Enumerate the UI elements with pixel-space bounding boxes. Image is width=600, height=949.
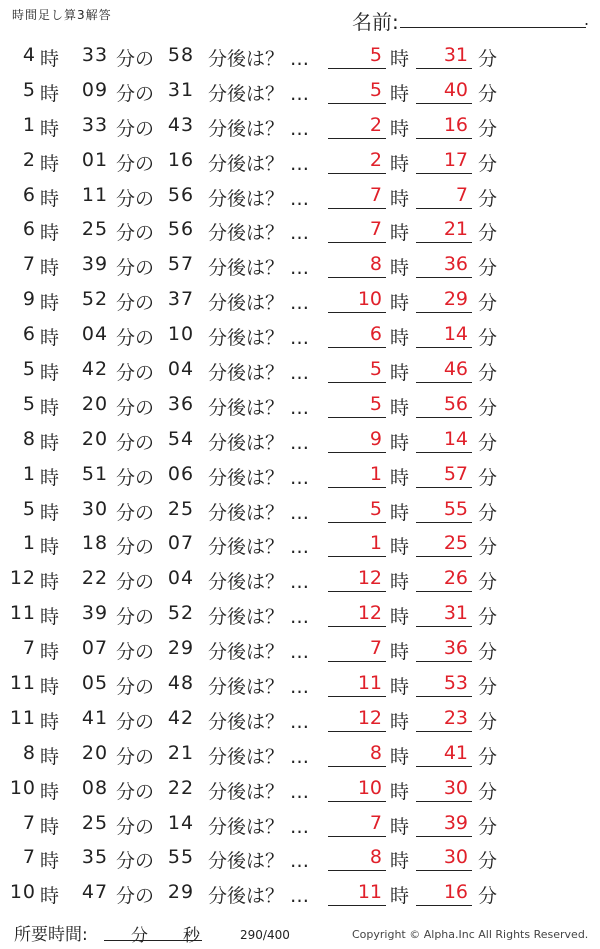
start-hour: 7 bbox=[22, 811, 36, 834]
hour-label: 時 bbox=[40, 710, 60, 733]
answer-hour: 2 bbox=[328, 149, 386, 174]
problem-row bbox=[0, 807, 600, 842]
question-label: 分後は？ … bbox=[208, 257, 310, 280]
answer-minute: 17 bbox=[416, 149, 472, 174]
problem-row bbox=[0, 353, 600, 388]
question-label: 分後は？ … bbox=[208, 396, 310, 419]
start-minute: 33 bbox=[81, 113, 109, 136]
problem-row bbox=[0, 876, 600, 911]
answer-minute: 16 bbox=[416, 881, 472, 906]
minute-label: 分 bbox=[478, 48, 498, 70]
hour-label: 時 bbox=[390, 187, 410, 210]
hour-label: 時 bbox=[390, 676, 410, 699]
answer-minute: 56 bbox=[416, 393, 472, 418]
start-minute: 22 bbox=[81, 567, 109, 590]
added-minutes: 56 bbox=[167, 218, 195, 241]
minute-label: 分 bbox=[478, 606, 498, 629]
added-minutes: 07 bbox=[167, 532, 195, 555]
question-label: 分後は？ … bbox=[208, 815, 310, 838]
answer-hour: 8 bbox=[328, 846, 386, 871]
start-hour: 7 bbox=[22, 846, 36, 869]
question-label: 分後は？ … bbox=[208, 606, 310, 629]
start-minute: 08 bbox=[81, 776, 109, 799]
added-minutes: 21 bbox=[167, 741, 195, 764]
answer-minute: 36 bbox=[416, 253, 472, 278]
hour-label: 時 bbox=[390, 501, 410, 524]
problem-row bbox=[0, 667, 600, 702]
answer-minute: 14 bbox=[416, 428, 472, 453]
hour-label: 時 bbox=[390, 117, 410, 140]
hour-label: 時 bbox=[390, 710, 410, 733]
start-hour: 6 bbox=[22, 183, 36, 206]
answer-hour: 5 bbox=[328, 79, 386, 104]
hour-label: 時 bbox=[40, 292, 60, 315]
minute-label: 分 bbox=[478, 815, 498, 838]
answer-hour: 10 bbox=[328, 777, 386, 802]
minute-of-label: 分の bbox=[116, 82, 155, 105]
hour-label: 時 bbox=[40, 571, 60, 594]
question-label: 分後は？ … bbox=[208, 571, 310, 594]
hour-label: 時 bbox=[390, 641, 410, 664]
hour-label: 時 bbox=[40, 48, 60, 70]
added-minutes: 36 bbox=[167, 392, 195, 415]
start-minute: 47 bbox=[81, 881, 109, 904]
hour-label: 時 bbox=[40, 117, 60, 140]
start-hour: 7 bbox=[22, 637, 36, 660]
start-hour: 5 bbox=[22, 358, 36, 381]
added-minutes: 57 bbox=[167, 253, 195, 276]
answer-hour: 7 bbox=[328, 184, 386, 209]
start-hour: 9 bbox=[22, 288, 36, 311]
answer-hour: 5 bbox=[328, 358, 386, 383]
added-minutes: 48 bbox=[167, 672, 195, 695]
minute-of-label: 分の bbox=[116, 745, 155, 768]
start-minute: 42 bbox=[81, 358, 109, 381]
minute-label: 分 bbox=[478, 257, 498, 280]
minute-of-label: 分の bbox=[116, 396, 155, 419]
question-label: 分後は？ … bbox=[208, 885, 310, 908]
start-hour: 2 bbox=[22, 148, 36, 171]
hour-label: 時 bbox=[390, 257, 410, 280]
answer-hour: 5 bbox=[328, 393, 386, 418]
minute-of-label: 分の bbox=[116, 850, 155, 873]
problem-row bbox=[0, 248, 600, 283]
question-label: 分後は？ … bbox=[208, 850, 310, 873]
minute-label: 分 bbox=[478, 850, 498, 873]
start-hour: 6 bbox=[22, 323, 36, 346]
question-label: 分後は？ … bbox=[208, 48, 310, 70]
problem-row bbox=[0, 144, 600, 179]
problem-row bbox=[0, 841, 600, 876]
minute-of-label: 分の bbox=[116, 327, 155, 350]
problem-row bbox=[0, 772, 600, 807]
added-minutes: 55 bbox=[167, 846, 195, 869]
problem-row bbox=[0, 737, 600, 772]
hour-label: 時 bbox=[390, 536, 410, 559]
problem-row bbox=[0, 388, 600, 423]
minute-label: 分 bbox=[478, 501, 498, 524]
start-hour: 6 bbox=[22, 218, 36, 241]
answer-hour: 11 bbox=[328, 672, 386, 697]
problem-row bbox=[0, 702, 600, 737]
answer-hour: 5 bbox=[328, 498, 386, 523]
answer-hour: 9 bbox=[328, 428, 386, 453]
hour-label: 時 bbox=[390, 571, 410, 594]
answer-hour: 1 bbox=[328, 532, 386, 557]
start-hour: 5 bbox=[22, 78, 36, 101]
start-minute: 09 bbox=[81, 78, 109, 101]
hour-label: 時 bbox=[40, 257, 60, 280]
added-minutes: 52 bbox=[167, 602, 195, 625]
question-label: 分後は？ … bbox=[208, 466, 310, 489]
start-hour: 11 bbox=[9, 672, 36, 695]
hour-label: 時 bbox=[40, 885, 60, 908]
hour-label: 時 bbox=[390, 606, 410, 629]
added-minutes: 56 bbox=[167, 183, 195, 206]
minute-of-label: 分の bbox=[116, 780, 155, 803]
name-label: 名前: bbox=[352, 10, 399, 34]
question-label: 分後は？ … bbox=[208, 676, 310, 699]
added-minutes: 25 bbox=[167, 497, 195, 520]
hour-label: 時 bbox=[390, 780, 410, 803]
answer-minute: 26 bbox=[416, 567, 472, 592]
hour-label: 時 bbox=[40, 676, 60, 699]
hour-label: 時 bbox=[40, 606, 60, 629]
hour-label: 時 bbox=[40, 850, 60, 873]
start-hour: 1 bbox=[22, 462, 36, 485]
answer-minute: 40 bbox=[416, 79, 472, 104]
answer-minute: 53 bbox=[416, 672, 472, 697]
start-minute: 18 bbox=[81, 532, 109, 555]
question-label: 分後は？ … bbox=[208, 187, 310, 210]
minute-of-label: 分の bbox=[116, 676, 155, 699]
question-label: 分後は？ … bbox=[208, 362, 310, 385]
minute-of-label: 分の bbox=[116, 222, 155, 245]
hour-label: 時 bbox=[390, 745, 410, 768]
problem-row bbox=[0, 318, 600, 353]
added-minutes: 10 bbox=[167, 323, 195, 346]
start-hour: 11 bbox=[9, 602, 36, 625]
hour-label: 時 bbox=[390, 815, 410, 838]
start-hour: 4 bbox=[22, 44, 36, 66]
minute-label: 分 bbox=[478, 780, 498, 803]
added-minutes: 31 bbox=[167, 78, 195, 101]
answer-hour: 5 bbox=[328, 44, 386, 69]
minute-of-label: 分の bbox=[116, 117, 155, 140]
minute-label: 分 bbox=[478, 362, 498, 385]
hour-label: 時 bbox=[40, 431, 60, 454]
added-minutes: 54 bbox=[167, 427, 195, 450]
question-label: 分後は？ … bbox=[208, 292, 310, 315]
answer-hour: 12 bbox=[328, 707, 386, 732]
answer-hour: 8 bbox=[328, 742, 386, 767]
hour-label: 時 bbox=[40, 780, 60, 803]
start-hour: 1 bbox=[22, 113, 36, 136]
added-minutes: 29 bbox=[167, 881, 195, 904]
added-minutes: 29 bbox=[167, 637, 195, 660]
start-minute: 39 bbox=[81, 253, 109, 276]
start-minute: 30 bbox=[81, 497, 109, 520]
minute-of-label: 分の bbox=[116, 187, 155, 210]
copyright-notice: Copyright © Alpha.Inc All Rights Reserved. bbox=[352, 928, 589, 941]
hour-label: 時 bbox=[40, 82, 60, 105]
added-minutes: 58 bbox=[167, 44, 195, 66]
minute-label: 分 bbox=[478, 187, 498, 210]
minute-label: 分 bbox=[478, 710, 498, 733]
problem-row bbox=[0, 458, 600, 493]
start-minute: 07 bbox=[81, 637, 109, 660]
minute-of-label: 分の bbox=[116, 606, 155, 629]
hour-label: 時 bbox=[390, 466, 410, 489]
minute-label: 分 bbox=[478, 536, 498, 559]
answer-minute: 57 bbox=[416, 463, 472, 488]
start-minute: 39 bbox=[81, 602, 109, 625]
minute-label: 分 bbox=[478, 466, 498, 489]
start-minute: 04 bbox=[81, 323, 109, 346]
name-field-line bbox=[400, 27, 586, 28]
minute-label: 分 bbox=[478, 571, 498, 594]
hour-label: 時 bbox=[390, 362, 410, 385]
answer-hour: 2 bbox=[328, 114, 386, 139]
start-hour: 8 bbox=[22, 741, 36, 764]
answer-hour: 1 bbox=[328, 463, 386, 488]
start-minute: 25 bbox=[81, 218, 109, 241]
start-hour: 10 bbox=[9, 776, 36, 799]
added-minutes: 16 bbox=[167, 148, 195, 171]
hour-label: 時 bbox=[40, 745, 60, 768]
minute-label: 分 bbox=[478, 117, 498, 140]
minute-label: 分 bbox=[478, 676, 498, 699]
answer-hour: 7 bbox=[328, 812, 386, 837]
problem-row bbox=[0, 562, 600, 597]
question-label: 分後は？ … bbox=[208, 327, 310, 350]
minute-of-label: 分の bbox=[116, 292, 155, 315]
minute-label: 分 bbox=[478, 292, 498, 315]
answer-minute: 30 bbox=[416, 777, 472, 802]
minute-of-label: 分の bbox=[116, 501, 155, 524]
question-label: 分後は？ … bbox=[208, 641, 310, 664]
question-label: 分後は？ … bbox=[208, 536, 310, 559]
problem-row bbox=[0, 179, 600, 214]
added-minutes: 04 bbox=[167, 358, 195, 381]
start-hour: 5 bbox=[22, 392, 36, 415]
answer-hour: 10 bbox=[328, 288, 386, 313]
answer-minute: 25 bbox=[416, 532, 472, 557]
minute-label: 分 bbox=[478, 745, 498, 768]
minute-label: 分 bbox=[478, 82, 498, 105]
start-minute: 20 bbox=[81, 427, 109, 450]
start-minute: 20 bbox=[81, 392, 109, 415]
added-minutes: 06 bbox=[167, 462, 195, 485]
problem-row bbox=[0, 39, 600, 74]
minute-of-label: 分の bbox=[116, 257, 155, 280]
start-minute: 51 bbox=[81, 462, 109, 485]
problem-row bbox=[0, 74, 600, 109]
answer-minute: 21 bbox=[416, 218, 472, 243]
question-label: 分後は？ … bbox=[208, 431, 310, 454]
hour-label: 時 bbox=[40, 815, 60, 838]
added-minutes: 14 bbox=[167, 811, 195, 834]
problem-row bbox=[0, 283, 600, 318]
start-minute: 05 bbox=[81, 672, 109, 695]
problem-row bbox=[0, 423, 600, 458]
minute-of-label: 分の bbox=[116, 815, 155, 838]
answer-minute: 55 bbox=[416, 498, 472, 523]
start-minute: 11 bbox=[81, 183, 109, 206]
question-label: 分後は？ … bbox=[208, 222, 310, 245]
problem-row bbox=[0, 213, 600, 248]
added-minutes: 37 bbox=[167, 288, 195, 311]
added-minutes: 22 bbox=[167, 776, 195, 799]
minute-of-label: 分の bbox=[116, 710, 155, 733]
problem-row bbox=[0, 527, 600, 562]
minute-label: 分 bbox=[478, 222, 498, 245]
minute-label: 分 bbox=[478, 431, 498, 454]
answer-minute: 39 bbox=[416, 812, 472, 837]
answer-hour: 8 bbox=[328, 253, 386, 278]
problem-list bbox=[0, 39, 600, 911]
answer-minute: 16 bbox=[416, 114, 472, 139]
start-hour: 11 bbox=[9, 706, 36, 729]
added-minutes: 42 bbox=[167, 706, 195, 729]
answer-hour: 12 bbox=[328, 602, 386, 627]
minute-label: 分 bbox=[478, 327, 498, 350]
start-minute: 25 bbox=[81, 811, 109, 834]
minute-of-label: 分の bbox=[116, 571, 155, 594]
hour-label: 時 bbox=[390, 82, 410, 105]
question-label: 分後は？ … bbox=[208, 117, 310, 140]
answer-minute: 14 bbox=[416, 323, 472, 348]
answer-minute: 46 bbox=[416, 358, 472, 383]
answer-minute: 23 bbox=[416, 707, 472, 732]
minute-label: 分 bbox=[478, 396, 498, 419]
hour-label: 時 bbox=[40, 641, 60, 664]
start-hour: 7 bbox=[22, 253, 36, 276]
minute-of-label: 分の bbox=[116, 48, 155, 70]
answer-minute: 36 bbox=[416, 637, 472, 662]
start-hour: 12 bbox=[9, 567, 36, 590]
hour-label: 時 bbox=[40, 396, 60, 419]
minute-of-label: 分の bbox=[116, 641, 155, 664]
hour-label: 時 bbox=[40, 187, 60, 210]
minute-of-label: 分の bbox=[116, 466, 155, 489]
answer-minute: 31 bbox=[416, 602, 472, 627]
start-minute: 20 bbox=[81, 741, 109, 764]
hour-label: 時 bbox=[390, 292, 410, 315]
answer-minute: 31 bbox=[416, 44, 472, 69]
hour-label: 時 bbox=[390, 222, 410, 245]
answer-hour: 11 bbox=[328, 881, 386, 906]
answer-hour: 12 bbox=[328, 567, 386, 592]
start-hour: 10 bbox=[9, 881, 36, 904]
question-label: 分後は？ … bbox=[208, 710, 310, 733]
minute-of-label: 分の bbox=[116, 431, 155, 454]
answer-minute: 7 bbox=[416, 184, 472, 209]
minute-of-label: 分の bbox=[116, 885, 155, 908]
minute-of-label: 分の bbox=[116, 152, 155, 175]
question-label: 分後は？ … bbox=[208, 152, 310, 175]
hour-label: 時 bbox=[390, 885, 410, 908]
answer-minute: 29 bbox=[416, 288, 472, 313]
hour-label: 時 bbox=[390, 431, 410, 454]
hour-label: 時 bbox=[40, 222, 60, 245]
seconds-label: 秒 bbox=[183, 926, 200, 946]
question-label: 分後は？ … bbox=[208, 745, 310, 768]
problem-row bbox=[0, 597, 600, 632]
problem-row bbox=[0, 493, 600, 528]
start-minute: 33 bbox=[81, 44, 109, 66]
minute-label: 分 bbox=[478, 885, 498, 908]
hour-label: 時 bbox=[40, 362, 60, 385]
name-field-dot: . bbox=[584, 10, 590, 29]
question-label: 分後は？ … bbox=[208, 501, 310, 524]
hour-label: 時 bbox=[40, 152, 60, 175]
question-label: 分後は？ … bbox=[208, 780, 310, 803]
hour-label: 時 bbox=[390, 850, 410, 873]
time-taken-label: 所要時間: bbox=[14, 925, 88, 945]
added-minutes: 43 bbox=[167, 113, 195, 136]
minute-of-label: 分の bbox=[116, 536, 155, 559]
answer-minute: 30 bbox=[416, 846, 472, 871]
answer-hour: 7 bbox=[328, 637, 386, 662]
minute-label: 分 bbox=[478, 152, 498, 175]
start-hour: 1 bbox=[22, 532, 36, 555]
hour-label: 時 bbox=[40, 536, 60, 559]
hour-label: 時 bbox=[40, 466, 60, 489]
worksheet-title: 時間足し算3解答 bbox=[12, 8, 112, 22]
added-minutes: 04 bbox=[167, 567, 195, 590]
start-minute: 52 bbox=[81, 288, 109, 311]
hour-label: 時 bbox=[40, 327, 60, 350]
minute-label: 分 bbox=[478, 641, 498, 664]
start-minute: 41 bbox=[81, 706, 109, 729]
question-label: 分後は？ … bbox=[208, 82, 310, 105]
problem-row bbox=[0, 109, 600, 144]
start-hour: 5 bbox=[22, 497, 36, 520]
page-number: 290/400 bbox=[240, 928, 290, 942]
minutes-label: 分 bbox=[131, 926, 148, 946]
answer-minute: 41 bbox=[416, 742, 472, 767]
answer-hour: 6 bbox=[328, 323, 386, 348]
hour-label: 時 bbox=[390, 48, 410, 70]
answer-hour: 7 bbox=[328, 218, 386, 243]
hour-label: 時 bbox=[40, 501, 60, 524]
start-minute: 01 bbox=[81, 148, 109, 171]
hour-label: 時 bbox=[390, 396, 410, 419]
problem-row bbox=[0, 632, 600, 667]
hour-label: 時 bbox=[390, 152, 410, 175]
hour-label: 時 bbox=[390, 327, 410, 350]
start-minute: 35 bbox=[81, 846, 109, 869]
minute-of-label: 分の bbox=[116, 362, 155, 385]
start-hour: 8 bbox=[22, 427, 36, 450]
